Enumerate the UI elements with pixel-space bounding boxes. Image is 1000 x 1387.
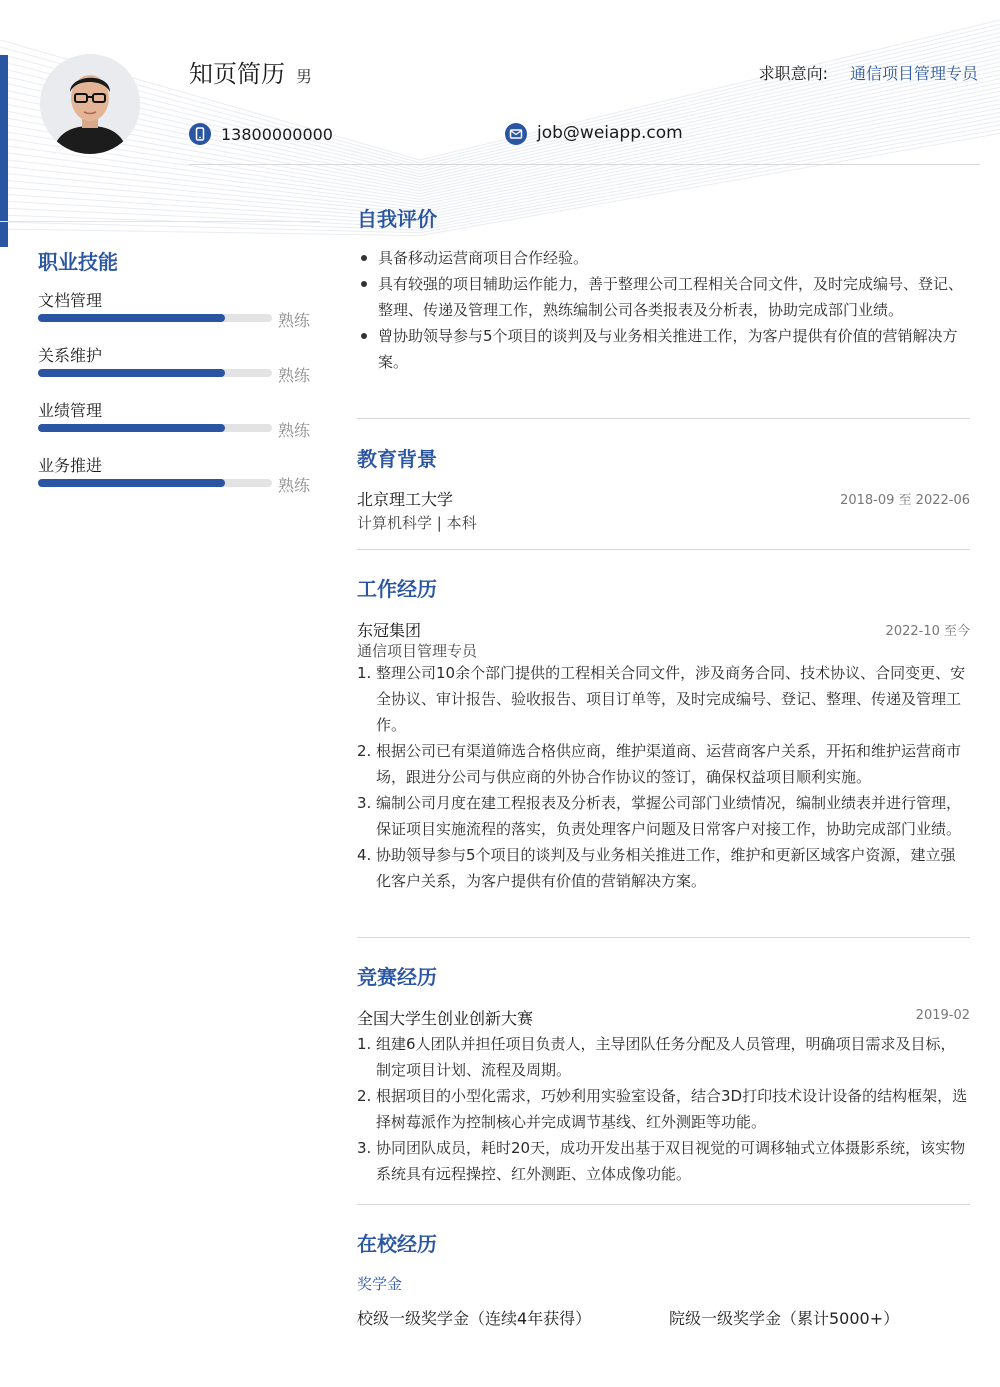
list-item <box>357 660 970 738</box>
list-item <box>357 842 970 894</box>
job-intent-value: 通信项目管理专员 <box>849 64 978 83</box>
sidebar-divider <box>0 221 320 222</box>
skill-bar-fill <box>38 424 225 432</box>
contest-text: 组建6人团队并担任项目负责人，主导团队任务分配及人员管理，明确项目需求及目标，制定项目计划、流程及周期。 <box>376 1035 956 1079</box>
skill-bar-fill <box>38 369 225 377</box>
duty-text: 整理公司10余个部门提供的工程相关合同文件，涉及商务合同、技术协议、合同变更、安全协议、审计报告、验收报告、项目订单等，及时完成编号、登记、整理、传递及管理工作。 <box>376 664 966 734</box>
skill-item <box>38 398 318 448</box>
list-number: 1. <box>357 1035 372 1053</box>
list-number: 3. <box>357 1139 372 1157</box>
list-item: 具备移动运营商项目合作经验。 <box>357 245 970 271</box>
pattern-line <box>0 37 1000 171</box>
skill-name: 文档管理 <box>38 291 103 310</box>
pattern-line <box>0 83 1000 202</box>
skill-bar-track <box>38 424 272 432</box>
education-section-title: 教育背景 <box>357 447 437 471</box>
contest-date: 2019-02 <box>915 1008 970 1023</box>
phone-number: 13800000000 <box>221 125 333 144</box>
major-degree: 计算机科学 | 本科 <box>357 514 477 532</box>
self-eval-section-title: 自我评价 <box>357 207 437 231</box>
contest-text: 根据项目的小型化需求，巧妙利用实验室设备，结合3D打印技术设计设备的结构框架，选择树莓派作为控制核心并完成调节基线、红外测距等功能。 <box>376 1087 968 1131</box>
skill-bar-fill <box>38 314 225 322</box>
duty-text: 协助领导参与5个项目的谈判及与业务相关推进工作，维护和更新区域客户资源，建立强化客户关系，为客户提供有价值的营销解决方案。 <box>376 846 956 890</box>
skill-name: 业务推进 <box>38 456 103 475</box>
skill-bar-fill <box>38 479 225 487</box>
list-number: 2. <box>357 1087 372 1105</box>
contest-details-list <box>357 1031 970 1187</box>
work-duties-list <box>357 660 970 894</box>
pattern-line <box>0 20 1000 160</box>
section-divider <box>357 549 970 550</box>
header-divider <box>189 164 980 165</box>
skill-bar-track <box>38 314 272 322</box>
skill-name: 业绩管理 <box>38 401 103 420</box>
list-item <box>357 1135 970 1187</box>
skill-level: 熟练 <box>278 311 311 330</box>
self-eval-list <box>357 245 970 375</box>
pattern-line <box>0 79 1000 199</box>
contest-section-title: 竞赛经历 <box>357 965 437 989</box>
section-divider <box>357 1204 970 1205</box>
accent-bar <box>0 55 8 247</box>
job-role: 通信项目管理专员 <box>357 642 478 660</box>
list-item <box>357 790 970 842</box>
phone-icon <box>189 123 211 145</box>
duty-text: 根据公司已有渠道筛选合格供应商，维护渠道商、运营商客户关系，开拓和维护运营商市场，跟进分公司与供应商的外协合作协议的签订，确保权益项目顺利实施。 <box>376 742 962 786</box>
candidate-gender: 男 <box>296 67 313 86</box>
contest-name: 全国大学生创业创新大赛 <box>357 1009 534 1028</box>
award-item: 院级一级奖学金（累计5000+） <box>669 1309 900 1328</box>
list-number: 4. <box>357 846 372 864</box>
list-item: 曾协助领导参与5个项目的谈判及与业务相关推进工作，为客户提供有价值的营销解决方案。 <box>357 323 970 375</box>
duty-text: 编制公司月度在建工程报表及分析表，掌握公司部门业绩情况，编制业绩表并进行管理，保证项目实施流程的落实，负责处理客户问题及日常客户对接工作，协助完成部门业绩。 <box>376 794 962 838</box>
avatar-photo <box>40 54 140 154</box>
list-item <box>357 1031 970 1083</box>
skill-level: 熟练 <box>278 366 311 385</box>
email-address: job@weiapp.com <box>537 123 683 143</box>
work-date: 2022-10 至今 <box>885 624 970 639</box>
school-name: 北京理工大学 <box>357 490 454 509</box>
list-item <box>357 1083 970 1135</box>
pattern-line <box>0 75 1000 197</box>
campus-section-title: 在校经历 <box>357 1232 437 1256</box>
skill-bar-track <box>38 369 272 377</box>
email-icon <box>505 123 527 145</box>
list-item: 具有较强的项目辅助运作能力，善于整理公司工程相关合同文件，及时完成编号、登记、整理、传递及管理工作，熟练编制公司各类报表及分析表，协助完成部门业绩。 <box>357 271 970 323</box>
job-intent-label: 求职意向: <box>758 64 828 83</box>
skill-level: 熟练 <box>278 476 311 495</box>
skill-name: 关系维护 <box>38 346 103 365</box>
company-name: 东冠集团 <box>357 621 422 640</box>
avatar <box>40 54 140 154</box>
pattern-line <box>0 66 1000 191</box>
pattern-line <box>0 28 1000 165</box>
list-item <box>357 738 970 790</box>
work-section-title: 工作经历 <box>357 577 437 601</box>
award-item: 校级一级奖学金（连续4年获得） <box>357 1309 592 1328</box>
section-divider <box>357 418 970 419</box>
list-number: 1. <box>357 664 372 682</box>
section-divider <box>357 937 970 938</box>
list-number: 3. <box>357 794 372 812</box>
skill-bar-track <box>38 479 272 487</box>
candidate-name: 知页简历 <box>189 60 285 88</box>
skill-level: 熟练 <box>278 421 311 440</box>
skill-item <box>38 343 318 393</box>
education-date: 2018-09 至 2022-06 <box>840 493 970 508</box>
skill-item <box>38 453 318 503</box>
skills-section-title: 职业技能 <box>38 250 118 274</box>
skill-item <box>38 288 318 338</box>
contest-text: 协同团队成员，耗时20天，成功开发出基于双目视觉的可调移轴式立体摄影系统，该实物系统具有远程操控、红外测距、立体成像功能。 <box>376 1139 966 1183</box>
list-number: 2. <box>357 742 372 760</box>
scholarship-label: 奖学金 <box>357 1275 403 1293</box>
